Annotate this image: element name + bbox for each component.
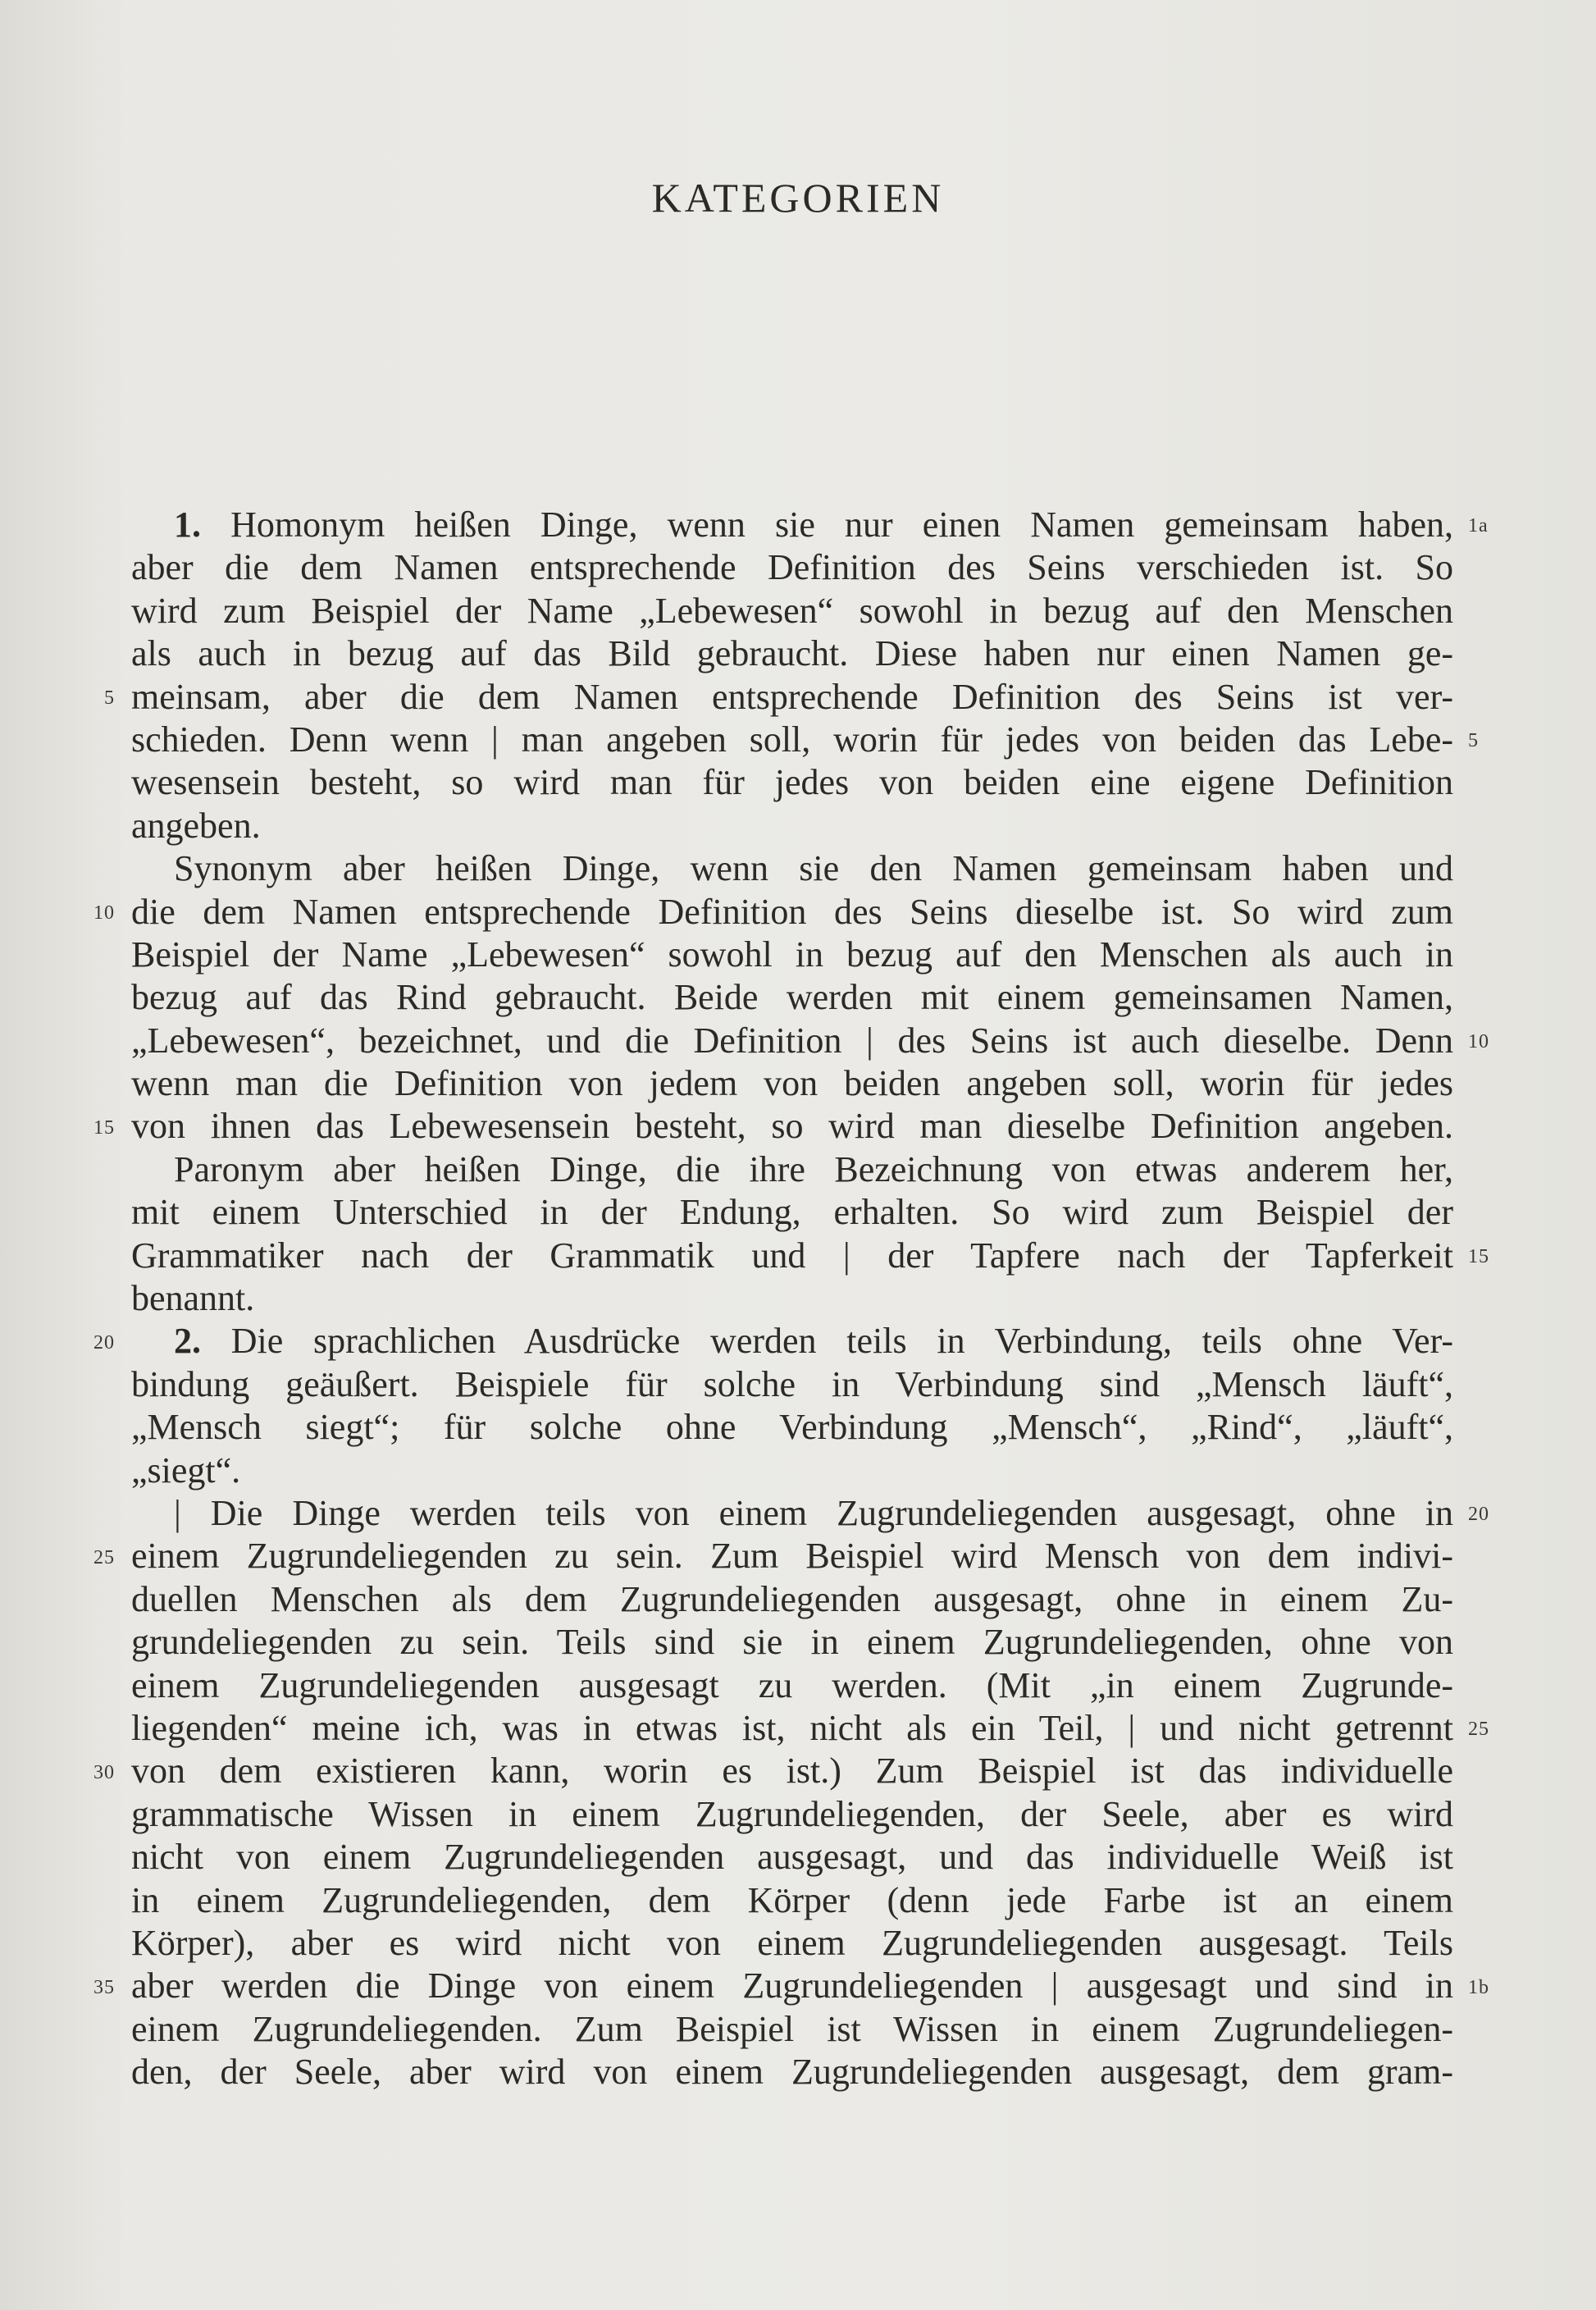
left-line-number: 35 (93, 1976, 115, 1998)
text-line: benannt. (131, 1278, 255, 1319)
left-line-number: 10 (93, 902, 115, 924)
text-line: in einem Zugrundeliegenden, dem Körper (denn jede Farbe ist an einem (131, 1879, 1453, 1920)
left-line-number: 30 (93, 1761, 115, 1783)
text-line: die dem Namen entsprechende Definition des Seins dieselbe ist. So wird zum (131, 891, 1453, 932)
right-bekker-number: 15 (1468, 1245, 1489, 1267)
text-line: einem Zugrundeliegenden. Zum Beispiel ist Wissen in einem Zugrundeliegen- (131, 2008, 1453, 2049)
text-line: bezug auf das Rind gebraucht. Beide werden mit einem gemeinsamen Namen, (131, 977, 1453, 1018)
text-line: 2. Die sprachlichen Ausdrücke werden teils in Verbindung, teils ohne Ver- (174, 1321, 1453, 1362)
right-bekker-number: 5 (1468, 730, 1479, 751)
text-line: „siegt“. (131, 1449, 241, 1491)
text-line: Körper), aber es wird nicht von einem Zugrundeliegenden ausgesagt. Teils (131, 1922, 1453, 1963)
text-line: grammatische Wissen in einem Zugrundeliegenden, der Seele, aber es wird (131, 1793, 1453, 1834)
text-line: Grammatiker nach der Grammatik und | der Tapfere nach der Tapferkeit (131, 1235, 1453, 1276)
text-line: duellen Menschen als dem Zugrundeliegenden ausgesagt, ohne in einem Zu- (131, 1578, 1453, 1619)
text-line: einem Zugrundeliegenden ausgesagt zu werden. (Mit „in einem Zugrunde- (131, 1664, 1453, 1705)
text-line: den, der Seele, aber wird von einem Zugrundeliegenden ausgesagt, dem gram- (131, 2052, 1453, 2093)
text-line: wenn man die Definition von jedem von beiden angeben soll, worin für jedes (131, 1063, 1453, 1104)
left-line-number: 5 (104, 687, 115, 709)
text-line: einem Zugrundeliegenden zu sein. Zum Beispiel wird Mensch von dem indivi- (131, 1536, 1453, 1577)
text-line: Paronym aber heißen Dinge, die ihre Bezeichnung von etwas anderem her, (174, 1148, 1453, 1189)
right-bekker-number: 25 (1468, 1719, 1489, 1741)
text-line: als auch in bezug auf das Bild gebraucht. Diese haben nur einen Namen ge- (131, 633, 1453, 674)
text-line: liegenden“ meine ich, was in etwas ist, nicht als ein Teil, | und nicht getrennt (131, 1707, 1453, 1748)
text-line: mit einem Unterschied in der Endung, erhalten. So wird zum Beispiel der (131, 1192, 1453, 1233)
text-line: nicht von einem Zugrundeliegenden ausgesagt, und das individuelle Weiß ist (131, 1837, 1453, 1878)
text-line: angeben. (131, 805, 261, 846)
text-line: wesensein besteht, so wird man für jedes von beiden eine eigene Definition (131, 762, 1453, 803)
right-bekker-number: 1b (1468, 1976, 1489, 1998)
text-line: Beispiel der Name „Lebewesen“ sowohl in bezug auf den Menschen als auch in (131, 934, 1453, 975)
text-line: aber werden die Dinge von einem Zugrundeliegenden | ausgesagt und sind in (131, 1965, 1453, 2006)
text-line: | Die Dinge werden teils von einem Zugrundeliegenden ausgesagt, ohne in (174, 1492, 1453, 1533)
right-bekker-number: 20 (1468, 1504, 1489, 1526)
right-bekker-number: 10 (1468, 1030, 1489, 1052)
text-line: „Mensch siegt“; für solche ohne Verbindung „Mensch“, „Rind“, „läuft“, (131, 1407, 1453, 1448)
text-line: von dem existieren kann, worin es ist.) Zum Beispiel ist das individuelle (131, 1751, 1453, 1792)
body-text (131, 504, 1453, 2093)
text-line: aber die dem Namen entsprechende Definition des Seins verschieden ist. So (131, 547, 1453, 588)
text-line: wird zum Beispiel der Name „Lebewesen“ sowohl in bezug auf den Menschen (131, 590, 1453, 631)
left-line-number: 25 (93, 1546, 115, 1568)
text-line: von ihnen das Lebewesensein besteht, so wird man dieselbe Definition angeben. (131, 1106, 1453, 1147)
text-line: „Lebewesen“, bezeichnet, und die Definition | des Seins ist auch dieselbe. Denn (131, 1020, 1453, 1061)
left-line-number: 20 (93, 1331, 115, 1354)
text-line: schieden. Denn wenn | man angeben soll, worin für jedes von beiden das Lebe- (131, 719, 1453, 760)
text-line: 1. Homonym heißen Dinge, wenn sie nur einen Namen gemeinsam haben, (174, 504, 1453, 545)
left-line-number: 15 (93, 1116, 115, 1139)
right-bekker-number: 1a (1468, 515, 1489, 536)
text-line: meinsam, aber die dem Namen entsprechende Definition des Seins ist ver- (131, 676, 1453, 717)
page-title: KATEGORIEN (651, 175, 945, 221)
text-line: grundeliegenden zu sein. Teils sind sie in einem Zugrundeliegenden, ohne von (131, 1622, 1453, 1663)
text-line: Synonym aber heißen Dinge, wenn sie den Namen gemeinsam haben und (174, 848, 1453, 889)
text-line: bindung geäußert. Beispiele für solche in Verbindung sind „Mensch läuft“, (131, 1363, 1453, 1404)
